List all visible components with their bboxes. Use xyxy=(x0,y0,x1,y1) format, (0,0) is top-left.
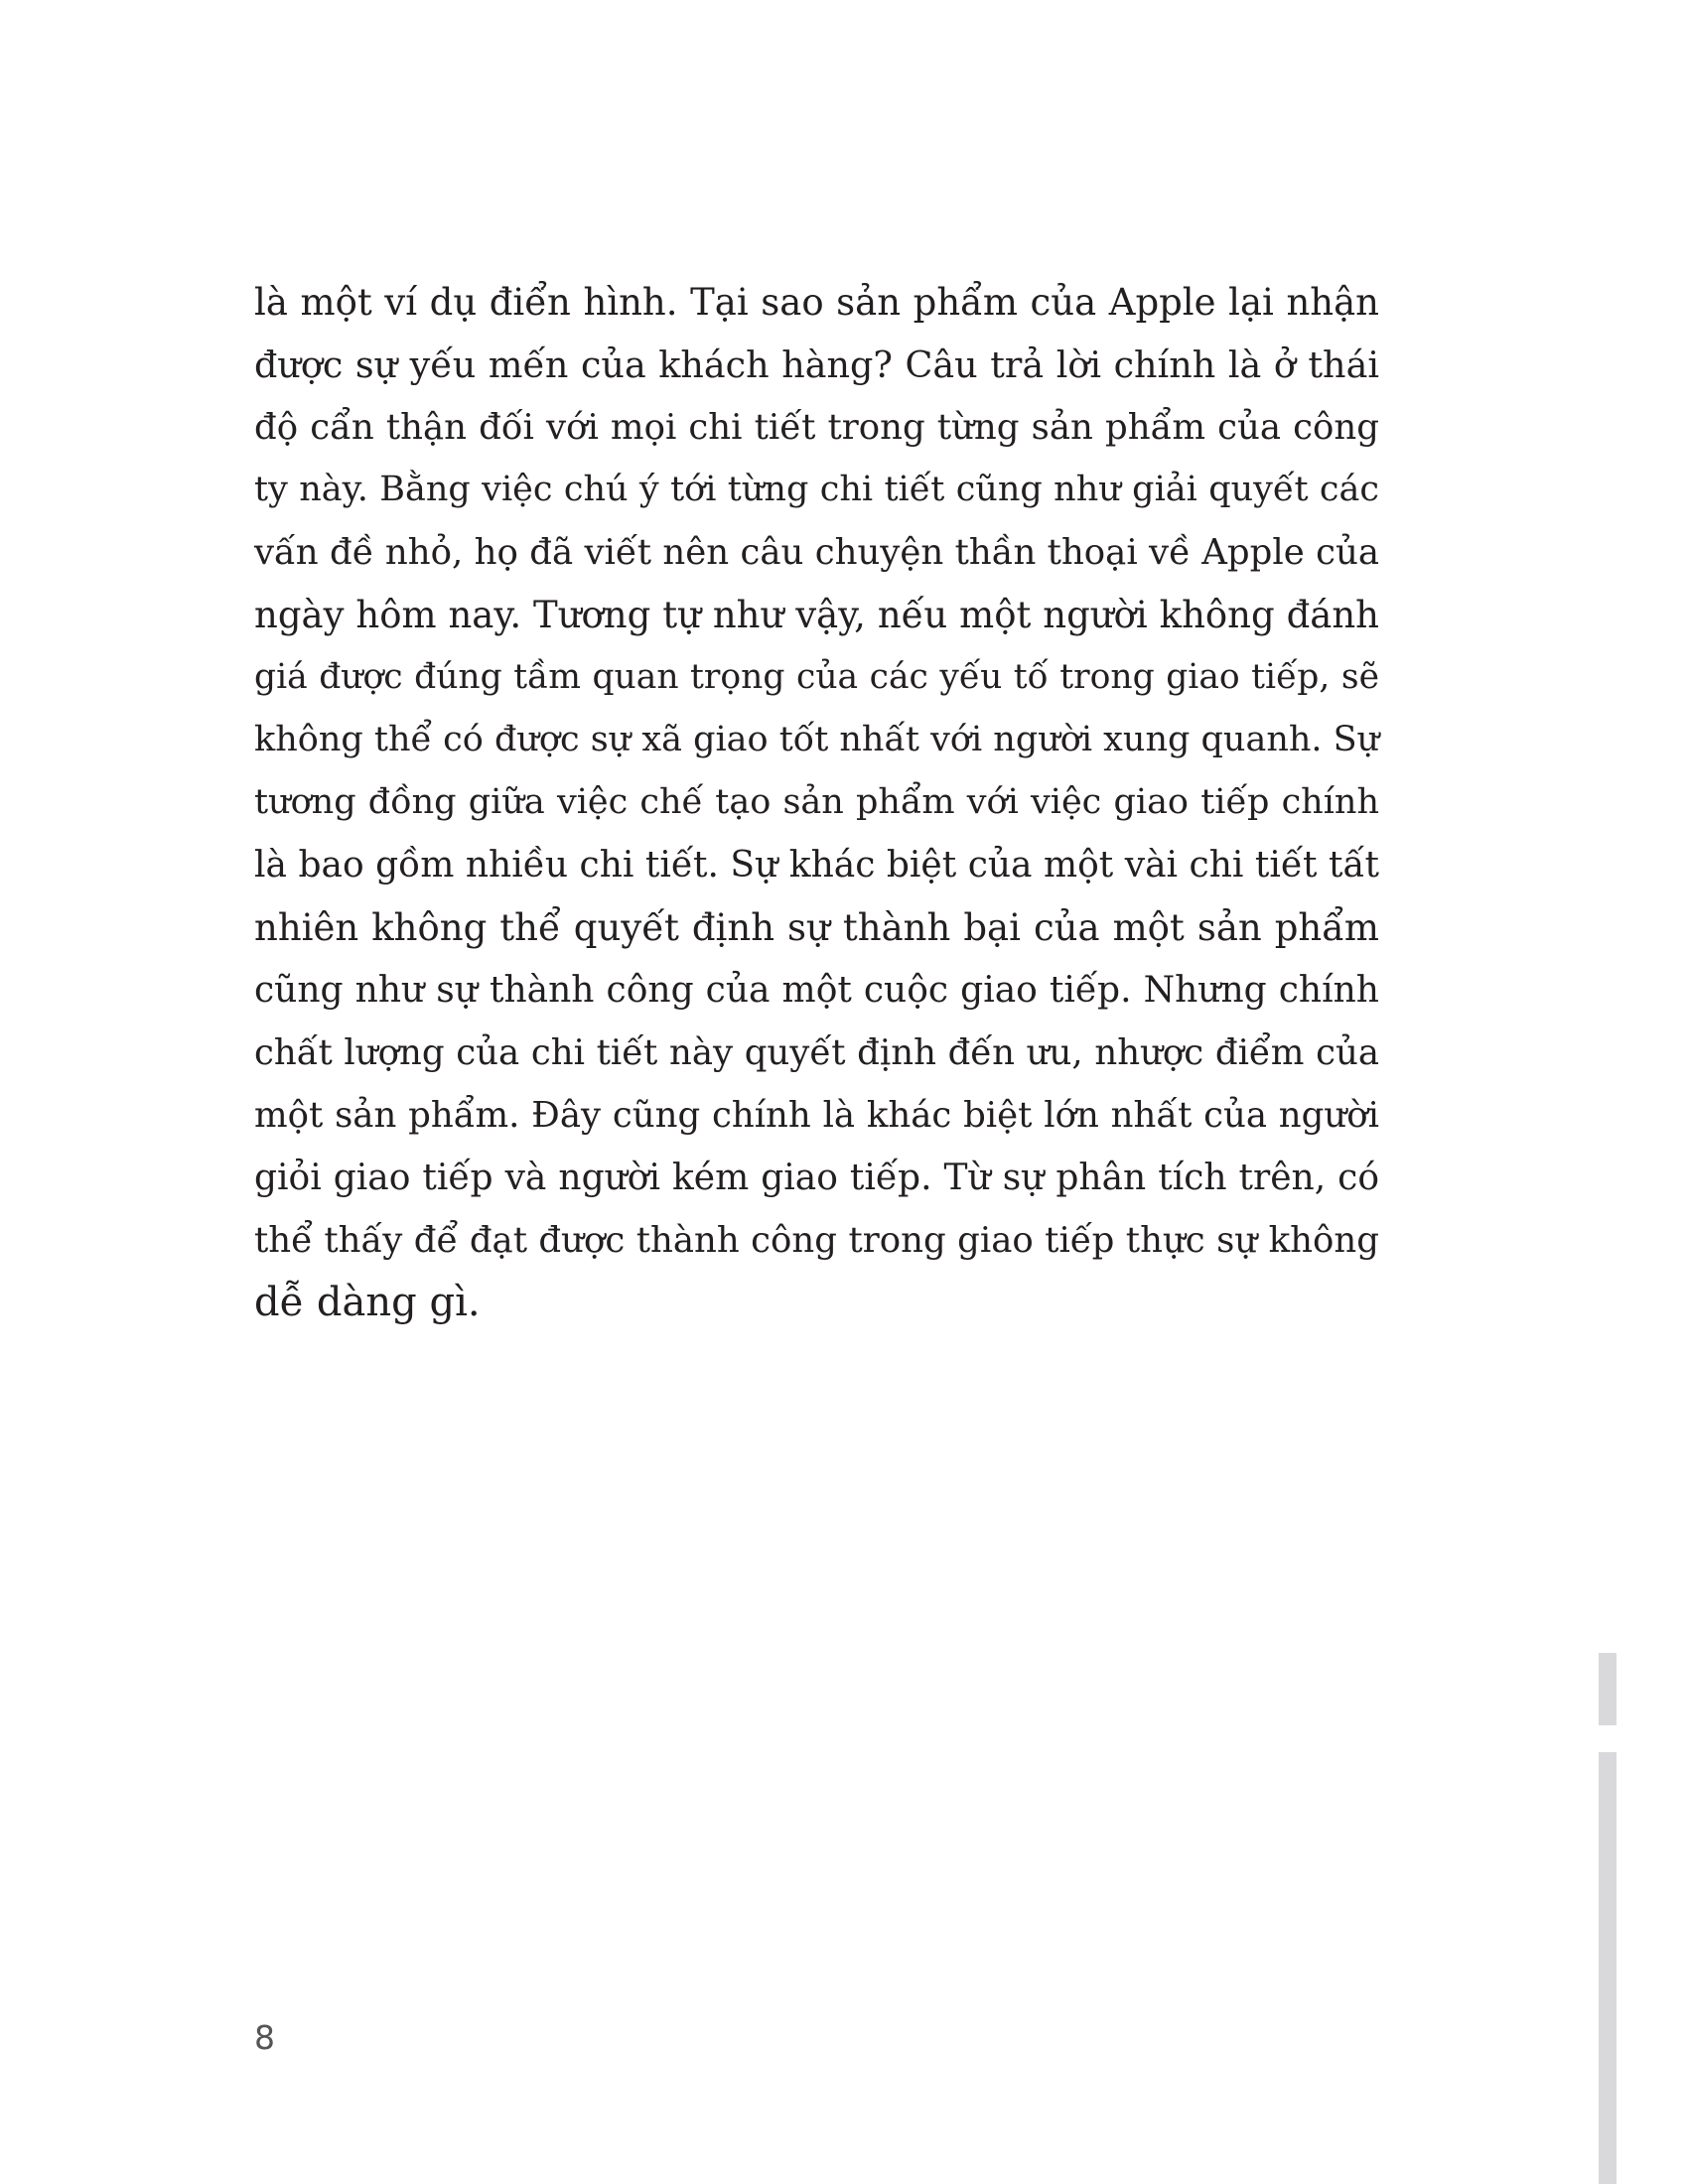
body-paragraph xyxy=(254,271,1379,1334)
text-line: một sản phẩm. Đây cũng chính là khác biệt lớn nhất của người xyxy=(254,1095,1379,1136)
text-line: thể thấy để đạt được thành công trong giao tiếp thực sự không xyxy=(254,1220,1379,1261)
text-line: độ cẩn thận đối với mọi chi tiết trong từng sản phẩm của công xyxy=(254,407,1379,448)
page-number: 8 xyxy=(254,2018,275,2057)
text-line: ty này. Bằng việc chú ý tới từng chi tiết cũng như giải quyết các xyxy=(254,470,1379,509)
edge-tab-marker-top xyxy=(1599,1653,1617,1725)
text-line: ngày hôm nay. Tương tự như vậy, nếu một người không đánh xyxy=(254,594,1379,636)
text-line: không thể có được sự xã giao tốt nhất với người xung quanh. Sự xyxy=(254,720,1380,759)
text-line: cũng như sự thành công của một cuộc giao tiếp. Nhưng chính xyxy=(254,970,1379,1011)
edge-tab-marker-bottom xyxy=(1599,1752,1617,2184)
text-line-last: dễ dàng gì. xyxy=(254,1280,481,1325)
text-line: giỏi giao tiếp và người kém giao tiếp. Từ sự phân tích trên, có xyxy=(254,1158,1379,1198)
text-line: nhiên không thể quyết định sự thành bại của một sản phẩm xyxy=(254,906,1379,949)
text-line: vấn đề nhỏ, họ đã viết nên câu chuyện thần thoại về Apple của xyxy=(254,532,1379,573)
text-line: tương đồng giữa việc chế tạo sản phẩm với việc giao tiếp chính xyxy=(254,782,1379,822)
text-line: chất lượng của chi tiết này quyết định đến ưu, nhược điểm của xyxy=(254,1032,1379,1073)
text-line: là một ví dụ điển hình. Tại sao sản phẩm của Apple lại nhận xyxy=(254,281,1379,324)
text-line: được sự yếu mến của khách hàng? Câu trả lời chính là ở thái xyxy=(254,343,1379,386)
text-line: là bao gồm nhiều chi tiết. Sự khác biệt của một vài chi tiết tất xyxy=(254,845,1379,886)
text-line: giá được đúng tầm quan trọng của các yếu tố trong giao tiếp, sẽ xyxy=(254,657,1379,697)
